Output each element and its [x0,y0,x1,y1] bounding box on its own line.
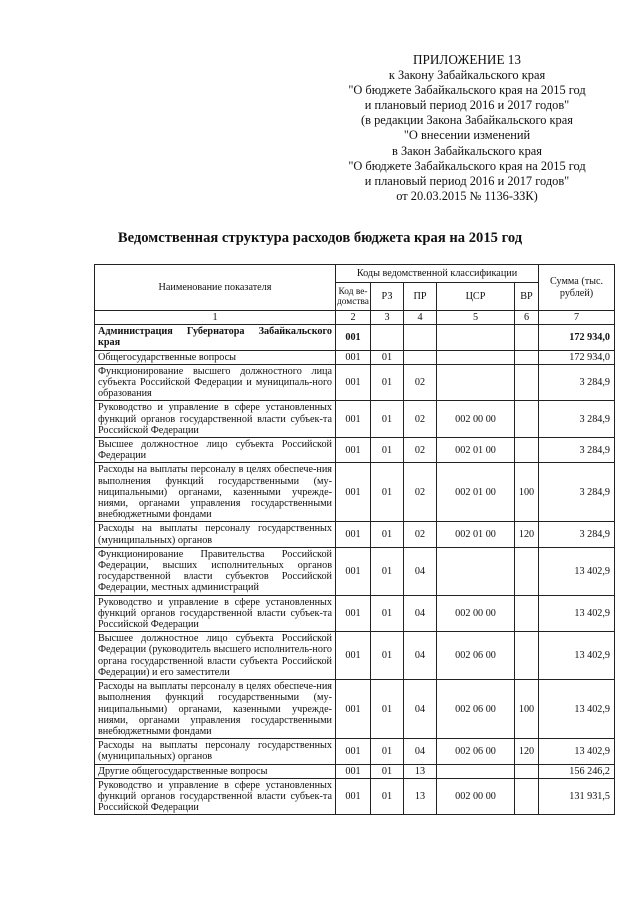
cell-kod: 001 [336,632,371,680]
cell-rz: 01 [371,364,404,401]
annex-line: от 20.03.2015 № 1136-ЗЗК) [396,188,538,203]
table-body [95,325,615,815]
cell-sum: 172 934,0 [539,350,615,364]
cell-sum: 3 284,9 [539,463,615,522]
cell-kod: 001 [336,739,371,764]
cell-pr: 02 [404,401,437,438]
cell-vr [515,438,539,463]
table-row [95,350,615,364]
cell-vr: 120 [515,522,539,547]
cell-csr: 002 00 00 [437,401,515,438]
cell-rz: 01 [371,632,404,680]
annex-line: и плановый период 2016 и 2017 годов" [364,98,570,113]
cell-kod: 001 [336,463,371,522]
cell-pr [404,350,437,364]
cell-name: Функционирование высшего должностного лица субъекта Российской Федерации и муниципаль-ного образования [95,364,336,401]
header-sum: Сумма (тыс. рублей) [539,265,615,311]
header-codes-group: Коды ведомственной классификации [336,265,539,283]
cell-csr: 002 01 00 [437,463,515,522]
annex-line: "О бюджете Забайкальского края на 2015 год [348,83,586,98]
cell-csr [437,350,515,364]
header-vr: ВР [515,283,539,311]
cell-sum: 156 246,2 [539,764,615,778]
cell-pr: 02 [404,438,437,463]
cell-vr [515,350,539,364]
cell-csr [437,764,515,778]
cell-pr: 13 [404,778,437,815]
table-row [95,739,615,764]
cell-vr [515,364,539,401]
column-number: 3 [371,311,404,325]
cell-csr: 002 06 00 [437,739,515,764]
cell-pr [404,325,437,350]
cell-sum: 13 402,9 [539,547,615,595]
table-row [95,778,615,815]
cell-rz: 01 [371,401,404,438]
cell-csr: 002 01 00 [437,438,515,463]
header-rz: РЗ [371,283,404,311]
cell-name: Функционирование Правительства Российской Федерации, высших исполнительных органов государственной власти субъектов Российской Федерации, местных администраций [95,547,336,595]
header-kod: Код ве-домства [336,283,371,311]
cell-name: Высшее должностное лицо субъекта Российской Федерации (руководитель высшего исполнитель-ного органа государственной власти субъекта Российской Федерации) и его заместители [95,632,336,680]
annex-line: (в редакции Закона Забайкальского края [361,113,573,128]
cell-kod: 001 [336,764,371,778]
cell-kod: 001 [336,438,371,463]
table-row [95,522,615,547]
cell-vr [515,778,539,815]
cell-rz [371,325,404,350]
cell-rz: 01 [371,463,404,522]
table-row [95,547,615,595]
cell-vr [515,401,539,438]
cell-kod: 001 [336,350,371,364]
table-row [95,680,615,739]
cell-csr [437,325,515,350]
cell-name: Другие общегосударственные вопросы [95,764,336,778]
cell-name: Руководство и управление в сфере установленных функций органов государственной власти субъек-та Российской Федерации [95,401,336,438]
table-row [95,401,615,438]
annex-line: "О бюджете Забайкальского края на 2015 год [348,158,586,173]
header-pr: ПР [404,283,437,311]
cell-pr: 13 [404,764,437,778]
cell-rz: 01 [371,680,404,739]
cell-rz: 01 [371,739,404,764]
cell-kod: 001 [336,325,371,350]
annex-line: и плановый период 2016 и 2017 годов" [364,173,570,188]
cell-name: Руководство и управление в сфере установленных функций органов государственной власти субъек-та Российской Федерации [95,778,336,815]
cell-pr: 02 [404,522,437,547]
cell-vr: 100 [515,463,539,522]
cell-name: Высшее должностное лицо субъекта Российской Федерации [95,438,336,463]
cell-sum: 13 402,9 [539,739,615,764]
cell-pr: 02 [404,463,437,522]
cell-pr: 04 [404,680,437,739]
cell-rz: 01 [371,438,404,463]
cell-csr: 002 06 00 [437,632,515,680]
cell-vr [515,595,539,632]
expenditure-table [94,264,615,815]
cell-pr: 04 [404,547,437,595]
cell-kod: 001 [336,547,371,595]
cell-sum: 3 284,9 [539,438,615,463]
cell-vr: 100 [515,680,539,739]
cell-name: Расходы на выплаты персоналу государственных (муниципальных) органов [95,739,336,764]
cell-name: Руководство и управление в сфере установленных функций органов государственной власти субъек-та Российской Федерации [95,595,336,632]
cell-sum: 172 934,0 [539,325,615,350]
cell-pr: 04 [404,739,437,764]
cell-pr: 04 [404,595,437,632]
table-row [95,463,615,522]
cell-vr [515,632,539,680]
cell-csr [437,364,515,401]
annex-number: ПРИЛОЖЕНИЕ 13 [413,52,521,67]
cell-kod: 001 [336,364,371,401]
cell-kod: 001 [336,680,371,739]
header-name: Наименование показателя [95,265,336,311]
cell-rz: 01 [371,547,404,595]
cell-kod: 001 [336,522,371,547]
cell-csr: 002 01 00 [437,522,515,547]
cell-kod: 001 [336,401,371,438]
column-number: 5 [437,311,515,325]
cell-name: Расходы на выплаты персоналу в целях обеспече-ния выполнения функций государственными (му-ниципальными) органами, казенными учрежде-ниями, органами управления государственными внебюджетными фондами [95,463,336,522]
annex-line: к Закону Забайкальского края [388,68,546,83]
cell-vr [515,764,539,778]
cell-pr: 02 [404,364,437,401]
cell-name: Расходы на выплаты персоналу в целях обеспече-ния выполнения функций государственными (му-ниципальными) органами, казенными учрежде-ниями, органами управления государственными внебюджетными фондами [95,680,336,739]
table-row [95,325,615,350]
column-number: 1 [95,311,336,325]
table-row [95,632,615,680]
cell-vr [515,547,539,595]
cell-csr: 002 00 00 [437,778,515,815]
column-number: 4 [404,311,437,325]
document-title: Ведомственная структура расходов бюджета края на 2015 год [117,230,523,246]
cell-pr: 04 [404,632,437,680]
cell-name: Администрация Губернатора Забайкальского края [95,325,336,350]
header-csr: ЦСР [437,283,515,311]
cell-rz: 01 [371,595,404,632]
cell-csr [437,547,515,595]
cell-rz: 01 [371,522,404,547]
cell-kod: 001 [336,595,371,632]
annex-header [318,52,616,204]
column-number: 6 [515,311,539,325]
cell-name: Общегосударственные вопросы [95,350,336,364]
cell-rz: 01 [371,350,404,364]
cell-sum: 131 931,5 [539,778,615,815]
cell-name: Расходы на выплаты персоналу государственных (муниципальных) органов [95,522,336,547]
cell-sum: 13 402,9 [539,595,615,632]
cell-csr: 002 00 00 [437,595,515,632]
table-row [95,364,615,401]
cell-vr: 120 [515,739,539,764]
cell-sum: 3 284,9 [539,522,615,547]
column-number: 2 [336,311,371,325]
cell-rz: 01 [371,778,404,815]
column-number: 7 [539,311,615,325]
cell-sum: 3 284,9 [539,364,615,401]
annex-line: в Закон Забайкальского края [392,143,542,158]
cell-sum: 13 402,9 [539,632,615,680]
cell-sum: 3 284,9 [539,401,615,438]
cell-csr: 002 06 00 [437,680,515,739]
cell-kod: 001 [336,778,371,815]
cell-vr [515,325,539,350]
cell-sum: 13 402,9 [539,680,615,739]
cell-rz: 01 [371,764,404,778]
table-row [95,595,615,632]
table-row [95,438,615,463]
column-number-row [95,311,615,325]
table-row [95,764,615,778]
annex-line: "О внесении изменений [403,128,531,143]
